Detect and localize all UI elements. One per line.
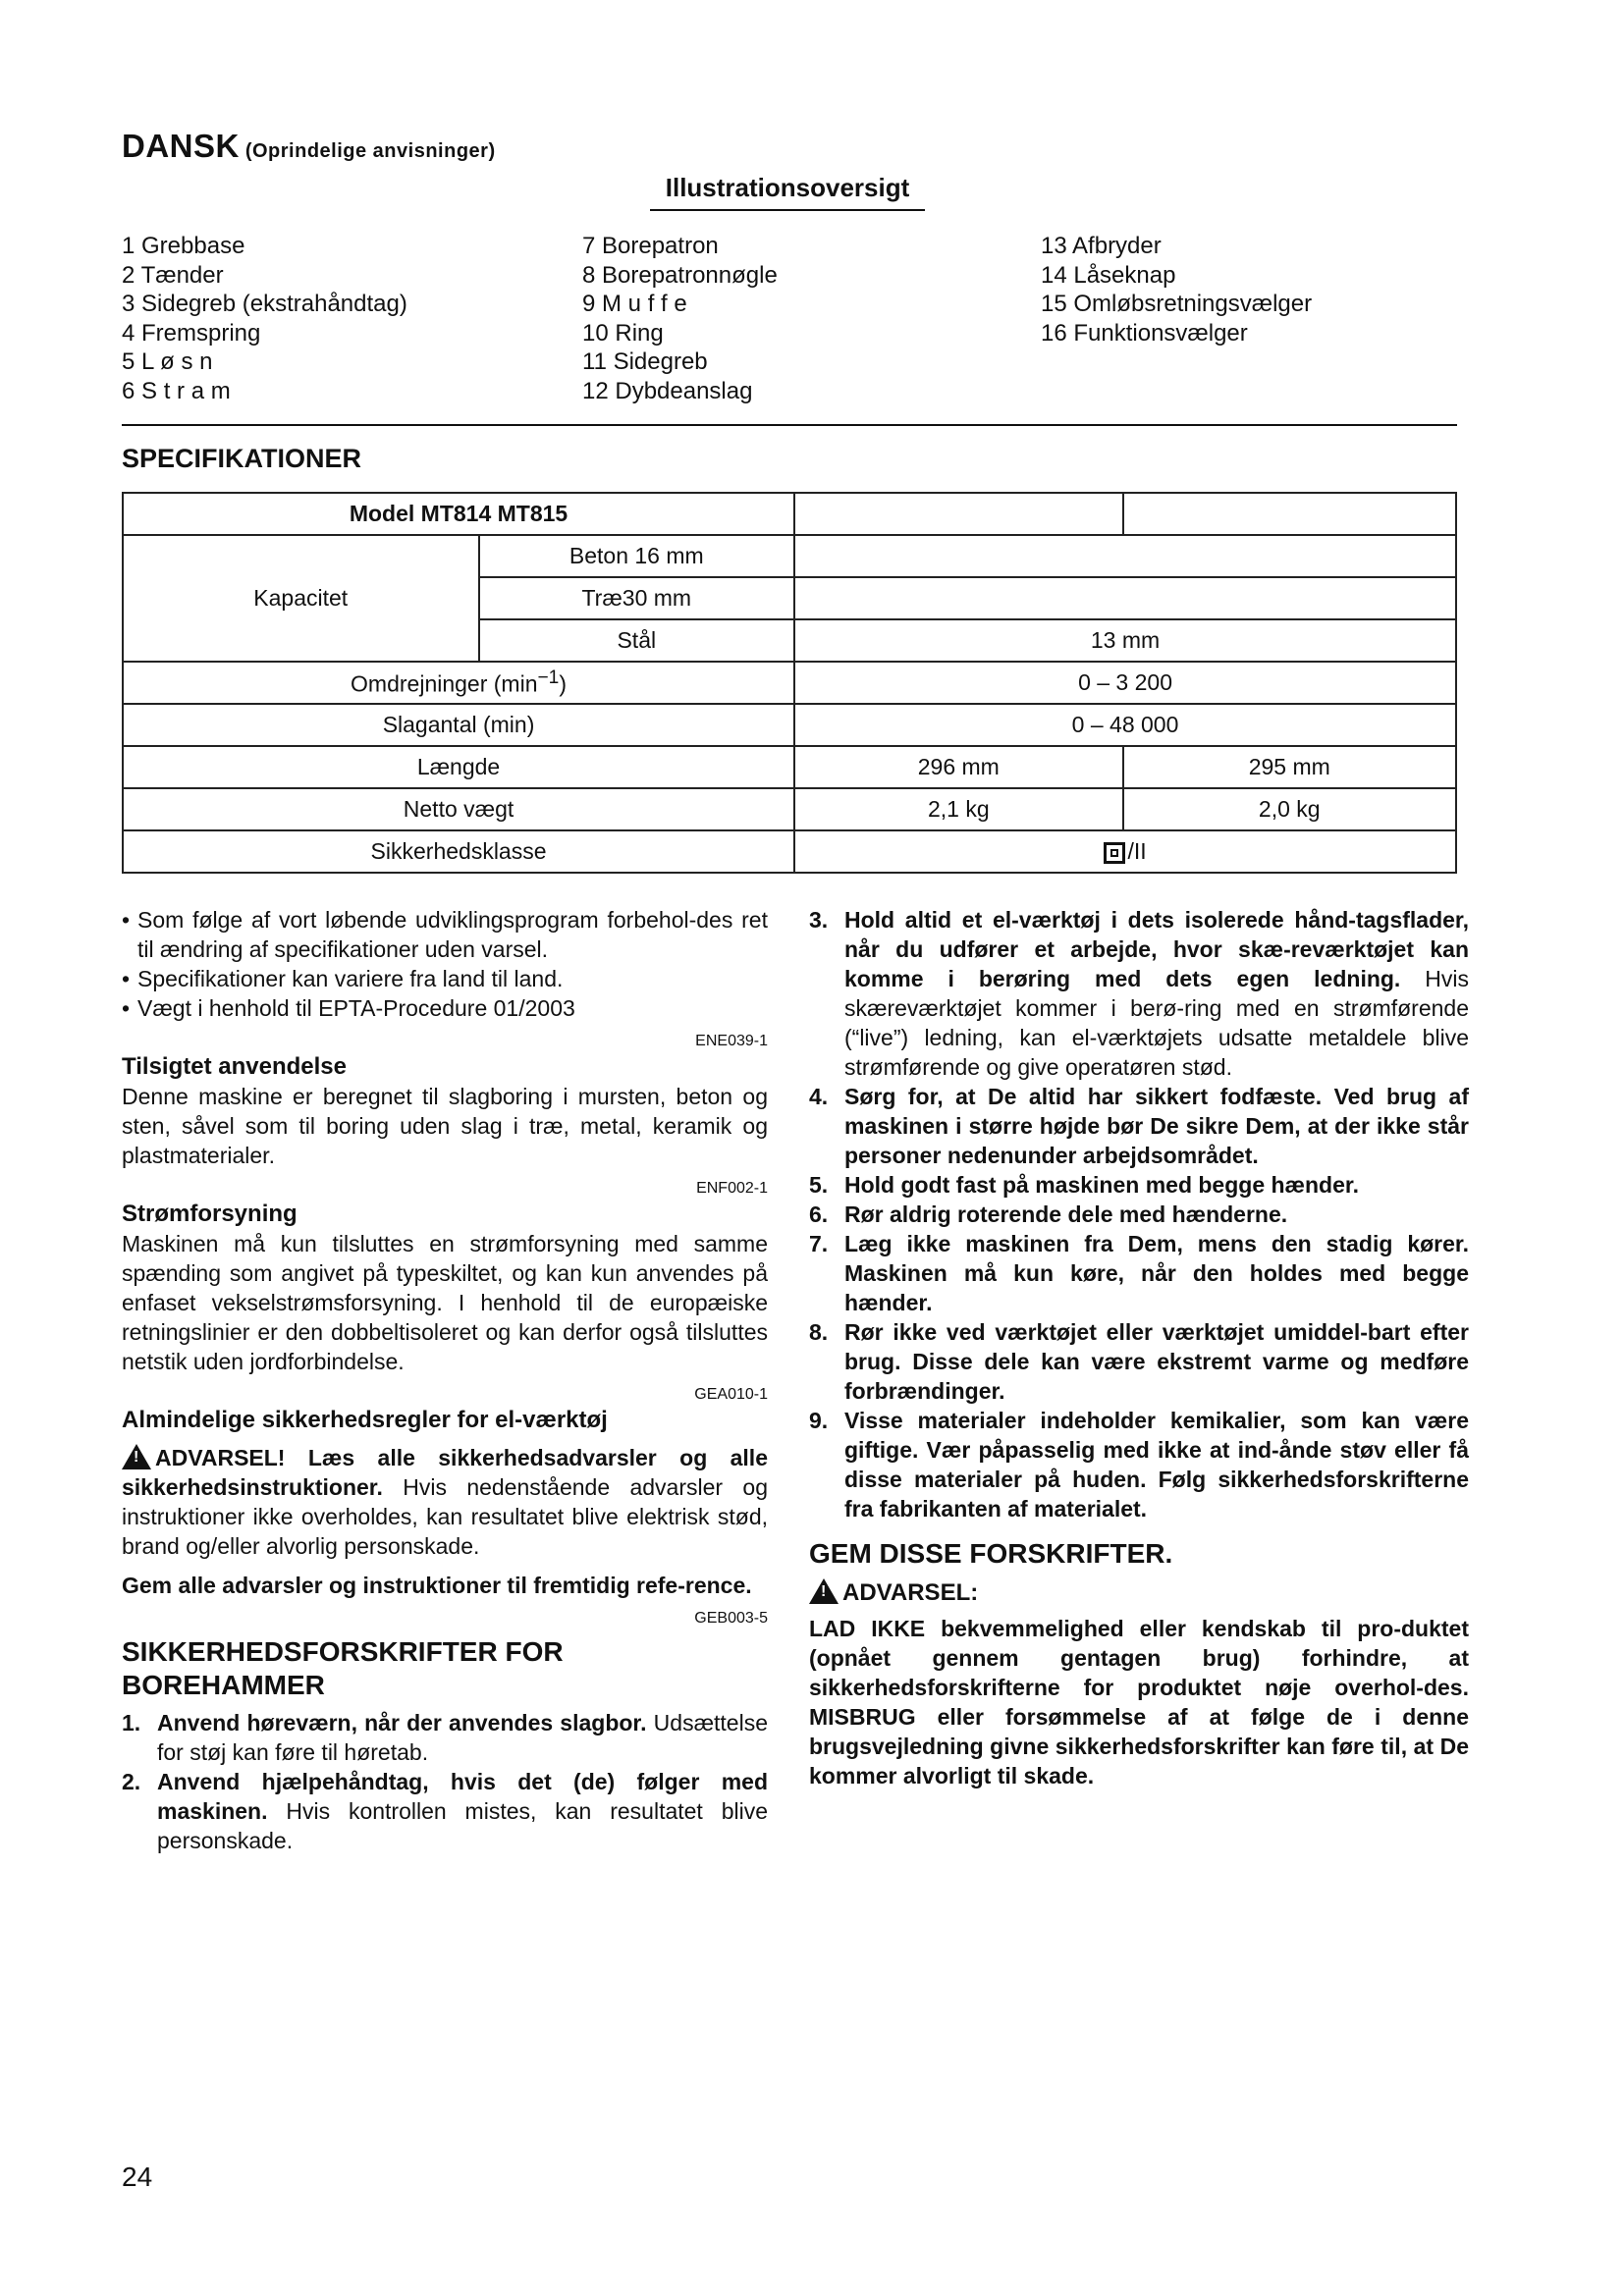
concrete-label: Beton 16 mm bbox=[479, 535, 795, 577]
part-item: 12 Dybdeanslag bbox=[582, 377, 753, 404]
impacts-label: Slagantal (min) bbox=[123, 704, 794, 746]
part-item: 1 Grebbase bbox=[122, 233, 245, 259]
length-mt814: 296 mm bbox=[794, 746, 1122, 788]
steel-value: 13 mm bbox=[794, 619, 1456, 662]
illustration-heading: Illustrationsoversigt bbox=[650, 173, 925, 211]
part-item: 11 Sidegreb bbox=[582, 348, 708, 376]
steel-label: Stål bbox=[479, 619, 795, 662]
part-item: 14 Låseknap bbox=[1041, 261, 1176, 289]
double-insulation-icon bbox=[1104, 842, 1125, 864]
part-item: 9 M u f f e bbox=[582, 291, 687, 318]
spec-row-rpm bbox=[123, 662, 1456, 704]
language-title bbox=[122, 128, 496, 165]
capacity-label: Kapacitet bbox=[123, 535, 479, 662]
parts-list-col3 bbox=[1041, 232, 1312, 347]
length-label: Længde bbox=[123, 746, 794, 788]
warning-icon bbox=[809, 1578, 839, 1604]
part-item: 15 Omløbsretningsvælger bbox=[1041, 291, 1313, 318]
language-label: DANSK bbox=[122, 128, 240, 164]
spec-row-length bbox=[123, 746, 1456, 788]
spec-table bbox=[122, 492, 1457, 874]
spec-row-model bbox=[123, 493, 1456, 535]
wood-label: Træ30 mm bbox=[479, 577, 795, 619]
weight-label: Netto vægt bbox=[123, 788, 794, 830]
intended-use-text: Denne maskine er beregnet til slagboring i mursten, beton og sten, såvel som til boring uden slag i træ, metal, keramik og plastmaterialer. bbox=[122, 1084, 768, 1168]
general-warning: !ADVARSEL! Læs alle sikkerhedsadvarsler og alle sikkerhedsinstruktioner. Hvis nedenstående advarsler og instruktioner ikke overholdes, kan resultatet blive elektrisk stød, brand og/eller alvorlig personskade. bbox=[122, 1443, 768, 1561]
part-item: 3 Sidegreb (ekstrahåndtag) bbox=[122, 291, 407, 318]
warning-text: LAD IKKE bekvemmelighed eller kendskab til pro-duktet (opnået gennem gentagen brug) forhindre, at sikkerhedsforskrifterne for produktet nøje overhol-des. MISBRUG eller forsømmelse af at følge de i denne brugsvejledning givne sikkerhedsforskrifter kan føre til, at De kommer alvorligt til skade. bbox=[809, 1616, 1469, 1789]
safety-item: 8. Rør ikke ved værktøjet eller værktøjet umiddel-bart efter brug. Disse dele kan være ekstremt varme og medføre forbrændinger. bbox=[809, 1319, 1469, 1404]
language-subtitle: (Oprindelige anvisninger) bbox=[244, 140, 496, 162]
section-divider bbox=[122, 424, 1457, 426]
keep-instructions-text: Gem alle advarsler og instruktioner til fremtidig refe-rence. bbox=[122, 1573, 752, 1598]
bullet-dot: • bbox=[122, 907, 131, 933]
safety-item: 6. Rør aldrig roterende dele med hænderne. bbox=[809, 1201, 1288, 1227]
part-item: 13 Afbryder bbox=[1041, 233, 1162, 259]
part-item: 4 Fremspring bbox=[122, 319, 261, 347]
rpm-value: 0 – 3 200 bbox=[794, 662, 1456, 704]
safety-value: /II bbox=[1127, 838, 1147, 864]
safety-item: 2. Anvend hjælpehåndtag, hvis det (de) følger med maskinen. Hvis kontrollen mistes, kan resultatet blive personskade. bbox=[122, 1769, 768, 1853]
bullet-dot: • bbox=[122, 995, 131, 1021]
safety-label: Sikkerhedsklasse bbox=[123, 830, 794, 873]
spec-cell bbox=[794, 535, 1456, 577]
part-item: 8 Borepatronnøgle bbox=[582, 261, 778, 289]
right-column bbox=[809, 905, 1469, 1790]
parts-list-col1 bbox=[122, 232, 407, 406]
power-supply-heading: Strømforsyning bbox=[122, 1201, 298, 1227]
reference-code: ENE039-1 bbox=[695, 1033, 768, 1049]
page-number: 24 bbox=[122, 2162, 153, 2192]
rpm-label-exponent: −1 bbox=[537, 667, 560, 689]
spec-row-safety bbox=[123, 830, 1456, 873]
spec-cell bbox=[794, 493, 1122, 535]
weight-mt815: 2,0 kg bbox=[1123, 788, 1456, 830]
power-supply-text: Maskinen må kun tilsluttes en strømforsyning med samme spænding som angivet på typeskiltet, og kan kun anvendes på enfaset vekselstrømsforsyning. I henhold til de europæiske retningslinier er den dobbeltisoleret og kan derfor også tilsluttes netstik uden jordforbindelse. bbox=[122, 1231, 768, 1374]
impacts-value: 0 – 48 000 bbox=[794, 704, 1456, 746]
part-item: 10 Ring bbox=[582, 319, 664, 347]
parts-list-col2 bbox=[582, 232, 778, 406]
spec-cell bbox=[1123, 493, 1456, 535]
safety-item: 9. Visse materialer indeholder kemikalier, som kan være giftige. Vær påpasselig med ikke at ind-ånde støv eller få disse materialer på huden. Følg sikkerhedsforskrifterne fra fabrikanten af materialet. bbox=[809, 1408, 1469, 1522]
list-item: • Specifikationer kan variere fra land til land. bbox=[122, 966, 564, 991]
general-safety-heading: Almindelige sikkerhedsregler for el-værktøj bbox=[122, 1407, 608, 1433]
rpm-label bbox=[123, 662, 794, 704]
safety-item: 5. Hold godt fast på maskinen med begge hænder. bbox=[809, 1172, 1359, 1198]
left-column bbox=[122, 905, 768, 1855]
intended-use-heading: Tilsigtet anvendelse bbox=[122, 1053, 347, 1080]
bullet-dot: • bbox=[122, 966, 131, 991]
part-item: 5 L ø s n bbox=[122, 348, 213, 376]
safety-item: 7. Læg ikke maskinen fra Dem, mens den stadig kører. Maskinen må kun køre, når den holdes med begge hænder. bbox=[809, 1231, 1469, 1315]
part-item: 16 Funktionsvælger bbox=[1041, 319, 1248, 347]
list-item: • Vægt i henhold til EPTA-Procedure 01/2003 bbox=[122, 995, 575, 1021]
part-item: 6 S t r a m bbox=[122, 377, 231, 404]
spec-row-concrete bbox=[123, 535, 1456, 577]
hammer-safety-heading: SIKKERHEDSFORSKRIFTER FOR BOREHAMMER bbox=[122, 1636, 564, 1700]
spec-cell bbox=[794, 577, 1456, 619]
part-item: 7 Borepatron bbox=[582, 233, 719, 259]
spec-row-impacts bbox=[123, 704, 1456, 746]
safety-item: 1. Anvend høreværn, når der anvendes slagbor. Udsættelse for støj kan føre til høretab. bbox=[122, 1710, 769, 1765]
reference-code: ENF002-1 bbox=[696, 1180, 768, 1197]
part-item: 2 Tænder bbox=[122, 261, 224, 289]
spec-row-weight bbox=[123, 788, 1456, 830]
safety-item: 4. Sørg for, at De altid har sikkert fodfæste. Ved brug af maskinen i større højde bør De sikre Dem, at der ikke står personer nedenunder arbejdsområdet. bbox=[809, 1084, 1469, 1168]
model-label: Model MT814 MT815 bbox=[123, 493, 794, 535]
rpm-label-close: ) bbox=[559, 670, 568, 697]
list-item: • Som følge af vort løbende udviklingsprogram forbehol-des ret til ændring af specifikationer uden varsel. bbox=[122, 907, 768, 962]
weight-mt814: 2,1 kg bbox=[794, 788, 1122, 830]
save-instructions-heading: GEM DISSE FORSKRIFTER. bbox=[809, 1538, 1173, 1569]
rpm-label-text: Omdrejninger (min bbox=[351, 670, 538, 697]
safety-value-cell bbox=[794, 830, 1456, 873]
reference-code: GEA010-1 bbox=[694, 1386, 768, 1403]
warning-heading: !ADVARSEL: bbox=[809, 1578, 1469, 1608]
length-mt815: 295 mm bbox=[1123, 746, 1456, 788]
safety-item: 3. Hold altid et el-værktøj i dets isolerede hånd-tagsflader, når du udfører et arbejde, hvor skæ-reværktøjet kan komme i berøring med dets egen ledning. Hvis skæreværktøjet kommer i berø-ring med en strømførende (“live”) ledning, kan el-værktøjets udsatte metaldele blive strømførende og give operatøren stød. bbox=[809, 907, 1469, 1080]
warning-icon bbox=[122, 1444, 151, 1469]
specs-heading: SPECIFIKATIONER bbox=[122, 444, 362, 473]
reference-code: GEB003-5 bbox=[694, 1610, 768, 1627]
